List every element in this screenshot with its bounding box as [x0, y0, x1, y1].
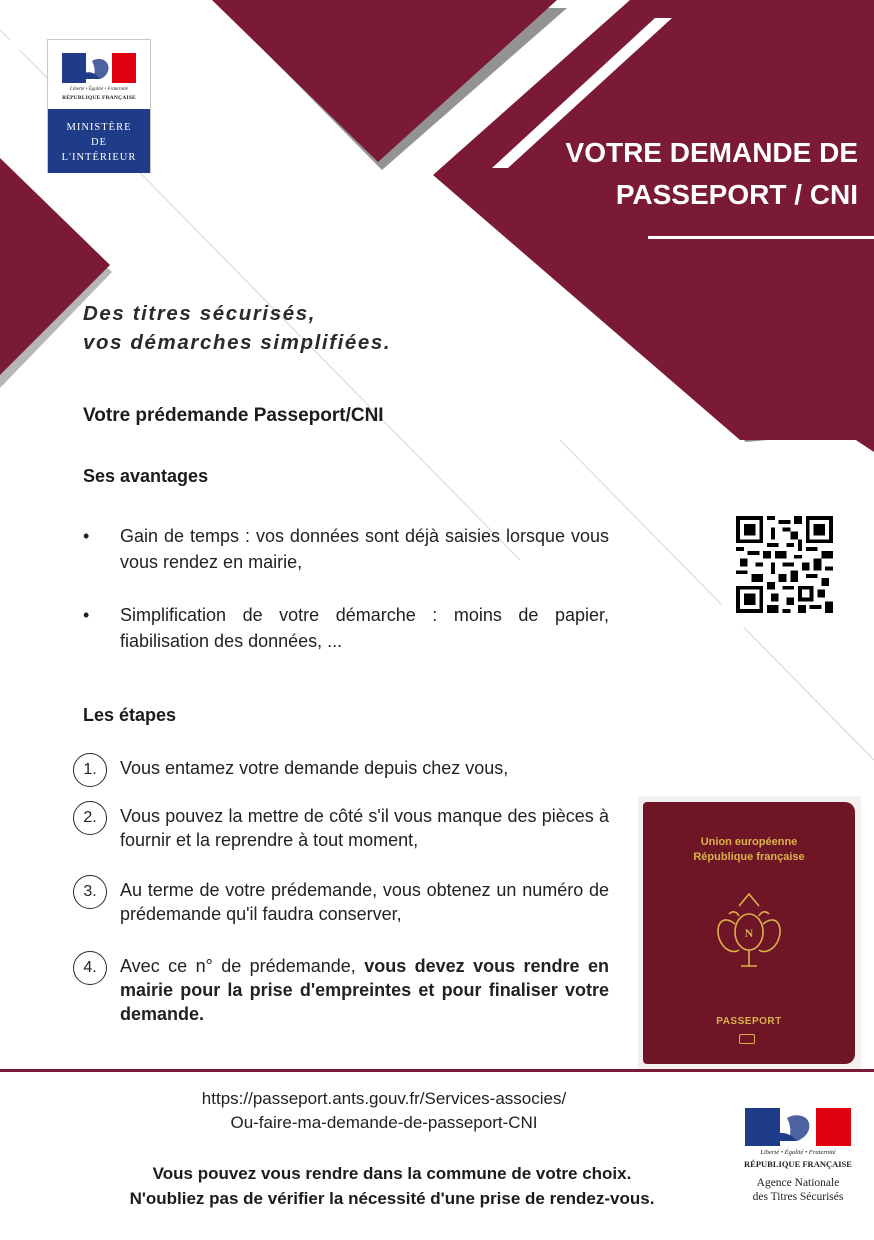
- agency-name: Agence Nationale des Titres Sécurisés: [752, 1177, 844, 1203]
- ants-logo: [736, 1108, 860, 1214]
- url-line[interactable]: Ou-faire-ma-demande-de-passeport-CNI: [230, 1113, 538, 1132]
- step-text: Avec ce n° de prédemande, vous devez vous rendre en mairie pour la prise d'empreintes et pour finaliser votre demande.: [120, 956, 609, 1024]
- motto-text: Liberté • Égalité • Fraternité: [760, 1149, 836, 1156]
- ministry-line: MINISTÈRE: [66, 122, 132, 133]
- qr-code-icon: [736, 516, 833, 613]
- step-number: 2.: [73, 801, 107, 835]
- list-item: [83, 602, 609, 654]
- steps-heading: Les étapes: [83, 705, 177, 725]
- marianne-flag-icon: [745, 1108, 851, 1146]
- motto-text: Liberté • Égalité • Fraternité: [70, 87, 128, 92]
- bullet-text: Gain de temps : vos données sont déjà saisies lorsque vous vous rendez en mairie,: [120, 526, 609, 572]
- main-heading: Votre prédemande Passeport/CNI: [83, 405, 384, 426]
- tagline-line: Des titres sécurisés,: [83, 302, 317, 325]
- step-text: Vous pouvez la mettre de côté s'il vous manque des pièces à fournir et la reprendre à tout moment,: [120, 806, 609, 850]
- step-number: 1.: [73, 753, 107, 787]
- passport-image: [638, 796, 861, 1072]
- step-number: 3.: [73, 875, 107, 909]
- list-item: [73, 756, 609, 780]
- passport-label: PASSEPORT: [716, 1016, 782, 1027]
- bullet-text: Simplification de votre démarche : moins de papier, fiabilisation des données, ...: [120, 605, 609, 651]
- bullet-icon: •: [83, 605, 90, 625]
- ministry-name: [48, 109, 150, 173]
- republic-text: RÉPUBLIQUE FRANÇAISE: [62, 95, 136, 101]
- list-item: [83, 523, 609, 575]
- list-item: [73, 878, 609, 926]
- republic-text: RÉPUBLIQUE FRANÇAISE: [744, 1159, 852, 1169]
- page-title: [458, 132, 858, 216]
- bullet-icon: •: [83, 526, 90, 546]
- closing-line: N'oubliez pas de vérifier la nécessité d'une prise de rendez-vous.: [129, 1189, 655, 1208]
- footer-url[interactable]: [120, 1087, 648, 1135]
- step-number: 4.: [73, 951, 107, 985]
- marianne-flag-icon: [62, 53, 136, 83]
- ministry-line: L'INTÉRIEUR: [61, 152, 137, 163]
- ministry-line: DE: [91, 137, 107, 148]
- svg-text:N: N: [744, 926, 754, 940]
- tagline: [83, 299, 391, 357]
- passport-cover: [643, 802, 855, 1064]
- title-underline: [648, 236, 874, 239]
- list-item: [73, 954, 609, 1026]
- title-line: PASSEPORT / CNI: [615, 179, 858, 210]
- advantages-heading: Ses avantages: [83, 466, 209, 486]
- title-line: VOTRE DEMANDE DE: [565, 137, 858, 168]
- qr-code: [722, 502, 847, 627]
- biometric-chip-icon: [739, 1034, 755, 1044]
- ministry-logo: [47, 39, 151, 173]
- coat-of-arms-icon: [709, 884, 789, 974]
- passport-header: Union européenne République française: [693, 836, 805, 863]
- closing-message: [60, 1161, 724, 1211]
- step-text: Au terme de votre prédemande, vous obtenez un numéro de prédemande qu'il faudra conserver,: [120, 880, 609, 924]
- tagline-line: vos démarches simplifiées.: [83, 331, 392, 354]
- step-text: Vous entamez votre demande depuis chez vous,: [120, 758, 509, 778]
- url-line[interactable]: https://passeport.ants.gouv.fr/Services-associes/: [201, 1089, 567, 1108]
- closing-line: Vous pouvez vous rendre dans la commune de votre choix.: [152, 1164, 632, 1183]
- list-item: [73, 804, 609, 852]
- footer-divider: [0, 1069, 874, 1072]
